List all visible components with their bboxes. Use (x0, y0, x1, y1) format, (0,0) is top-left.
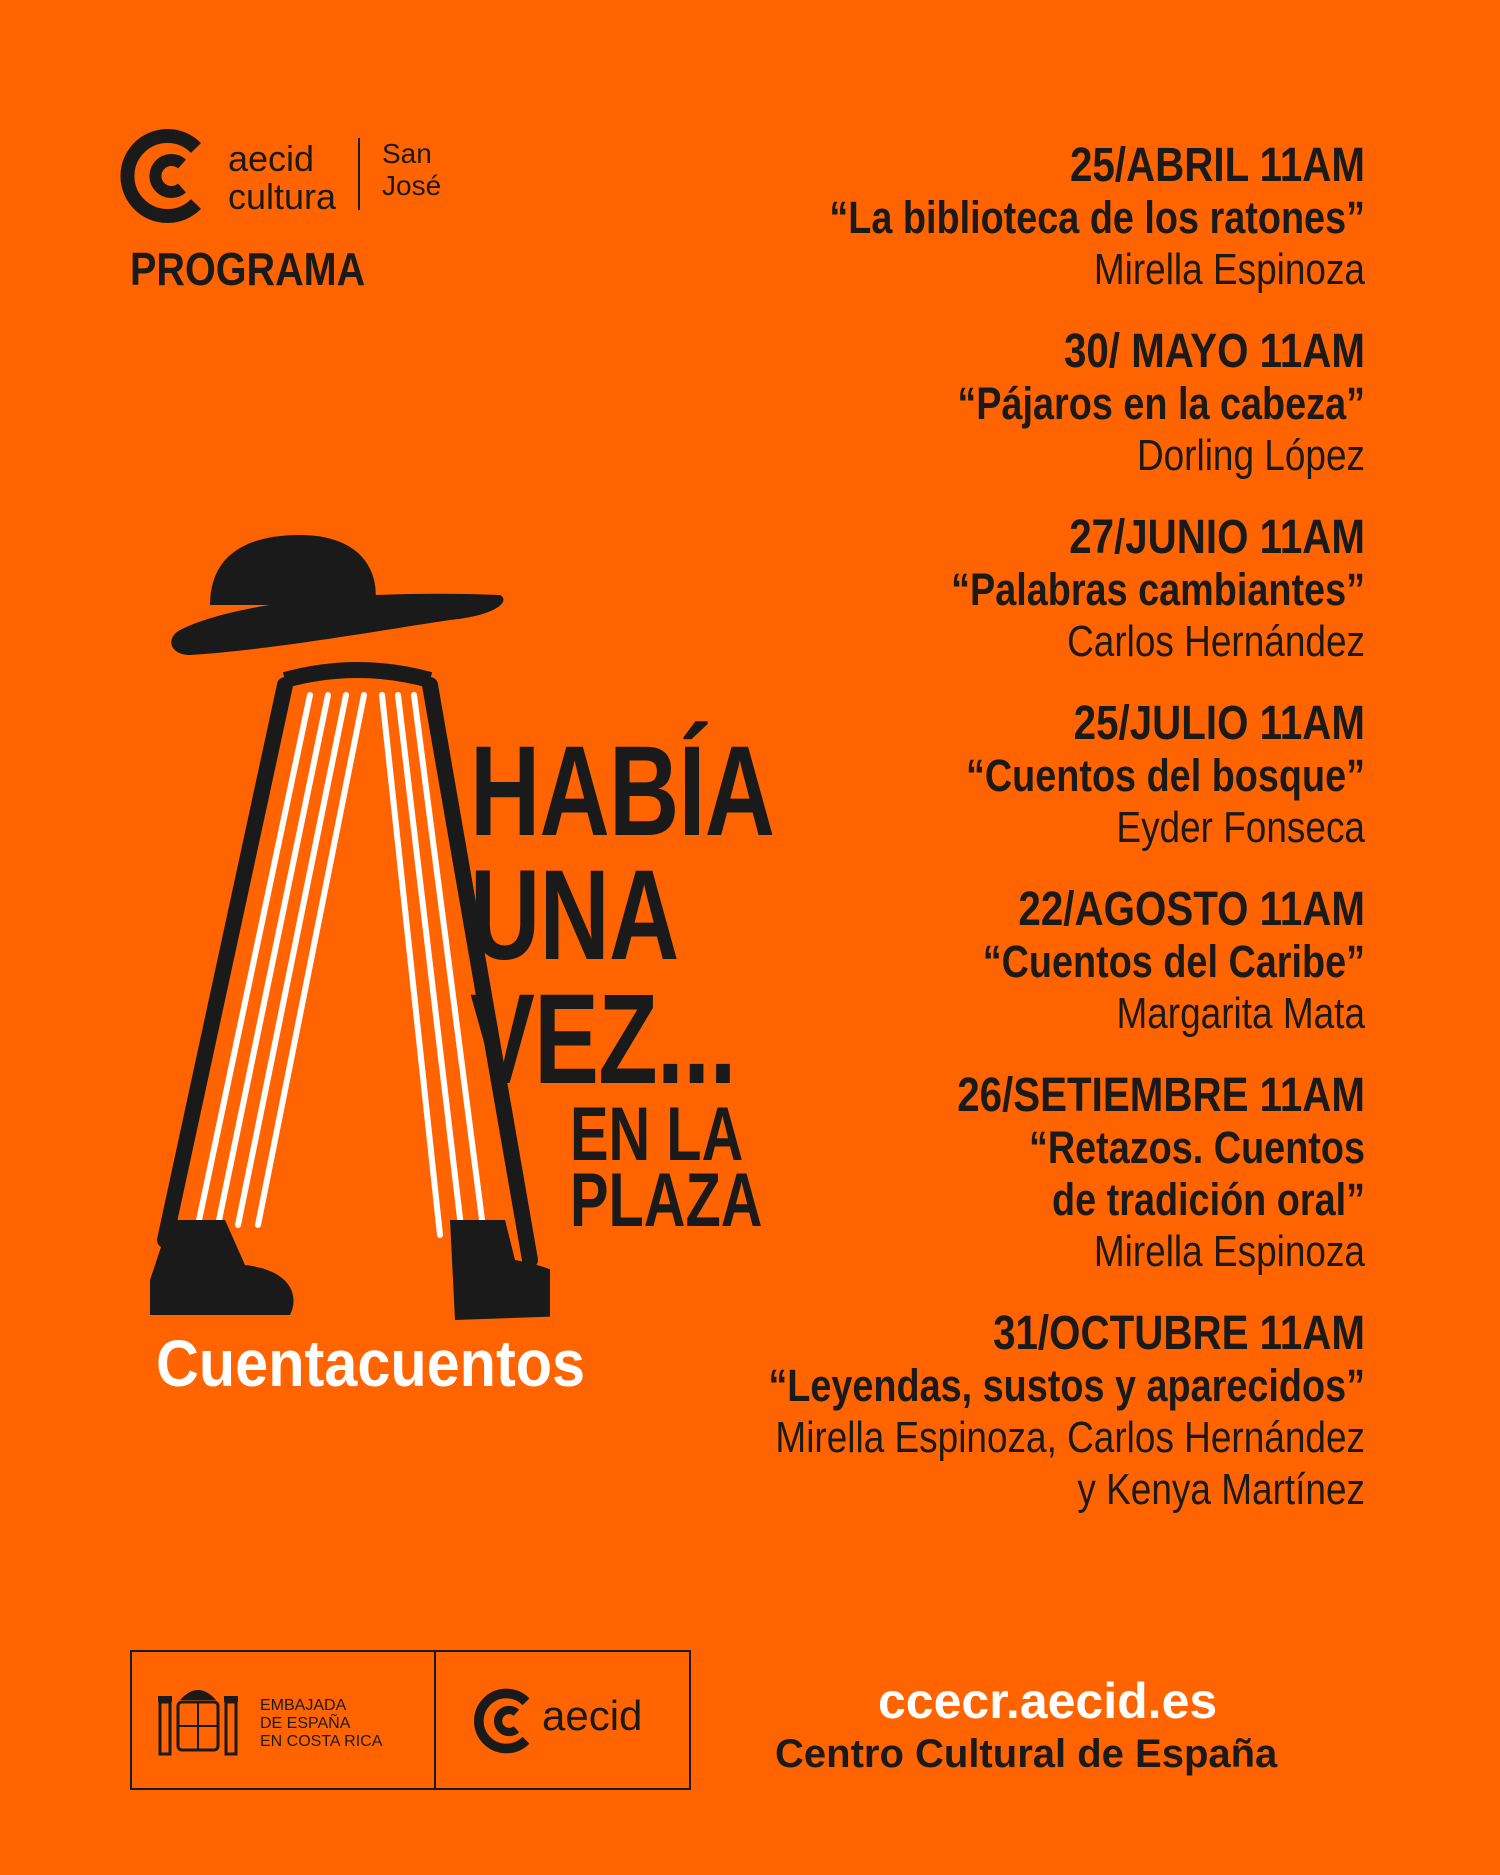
title-line-habia: HABÍA (470, 720, 775, 863)
event-storyteller: Carlos Hernández (1067, 617, 1365, 666)
title-line-vez: VEZ... (470, 968, 736, 1111)
event-date: 25/JULIO 11AM (1073, 697, 1365, 750)
brand-line-aecid: aecid (228, 138, 315, 179)
event-storyteller: Mirella Espinoza, Carlos Hernández (775, 1413, 1365, 1462)
aecid-cultura-logo (118, 128, 498, 228)
event-date: 27/JUNIO 11AM (1069, 511, 1365, 564)
aecid-logo-text: aecid (542, 1692, 643, 1739)
event-date: 25/ABRIL 11AM (1069, 139, 1365, 192)
event-date: 31/OCTUBRE 11AM (993, 1307, 1365, 1360)
event-date: 30/ MAYO 11AM (1063, 325, 1365, 378)
embajada-line: DE ESPAÑA (260, 1715, 351, 1732)
aecid-c-icon (472, 1688, 536, 1754)
title-line-una: UNA (470, 844, 679, 987)
title-line-plaza: PLAZA (570, 1158, 763, 1243)
programa-heading: PROGRAMA (130, 243, 366, 295)
sponsor-logos-box (130, 1650, 691, 1790)
event-title: “Cuentos del Caribe” (982, 936, 1365, 987)
event-storyteller: Margarita Mata (1116, 989, 1365, 1038)
event-title: “Palabras cambiantes” (951, 564, 1365, 615)
event-title-line2: de tradición oral” (1052, 1174, 1365, 1225)
event-title: “Cuentos del bosque” (965, 750, 1365, 801)
event-item (505, 140, 1365, 296)
event-storyteller: Mirella Espinoza (1093, 245, 1365, 294)
event-list (505, 140, 1365, 1546)
subtitle-cuentacuentos: Cuentacuentos (156, 1326, 586, 1400)
event-date: 26/SETIEMBRE 11AM (957, 1069, 1365, 1122)
event-storyteller-line2: y Kenya Martínez (1077, 1465, 1365, 1514)
event-title: “Retazos. Cuentos (1028, 1122, 1365, 1173)
hat-crown-icon (210, 535, 376, 605)
event-item (505, 1308, 1365, 1516)
event-title: “Pájaros en la cabeza” (957, 378, 1365, 429)
spain-coat-of-arms-icon (150, 1672, 246, 1768)
event-date: 22/AGOSTO 11AM (1018, 883, 1365, 936)
event-item (505, 326, 1365, 482)
event-title: “Leyendas, sustos y aparecidos” (768, 1360, 1365, 1411)
brand-name (228, 140, 336, 216)
embajada-line: EMBAJADA (260, 1697, 347, 1714)
embajada-label (260, 1697, 382, 1751)
event-storyteller: Dorling López (1136, 431, 1365, 480)
website-url[interactable]: ccecr.aecid.es (878, 1673, 1218, 1729)
logo-separator (358, 138, 360, 210)
event-item (505, 884, 1365, 1040)
logo-divider (434, 1652, 436, 1788)
brand-line-cultura: cultura (228, 176, 337, 217)
event-title: “La biblioteca de los ratones” (829, 192, 1365, 243)
event-storyteller: Eyder Fonseca (1116, 803, 1365, 852)
aecid-c-icon (118, 128, 210, 224)
event-storyteller: Mirella Espinoza (1093, 1227, 1365, 1276)
city-label: San José (382, 138, 442, 201)
event-item (505, 512, 1365, 668)
event-item (505, 698, 1365, 854)
centro-cultural-label: Centro Cultural de España (775, 1732, 1278, 1776)
embajada-line: EN COSTA RICA (260, 1733, 383, 1750)
title-line-en-la: EN LA (570, 1092, 744, 1177)
event-item (505, 1070, 1365, 1278)
left-shoe-icon (150, 1220, 294, 1315)
